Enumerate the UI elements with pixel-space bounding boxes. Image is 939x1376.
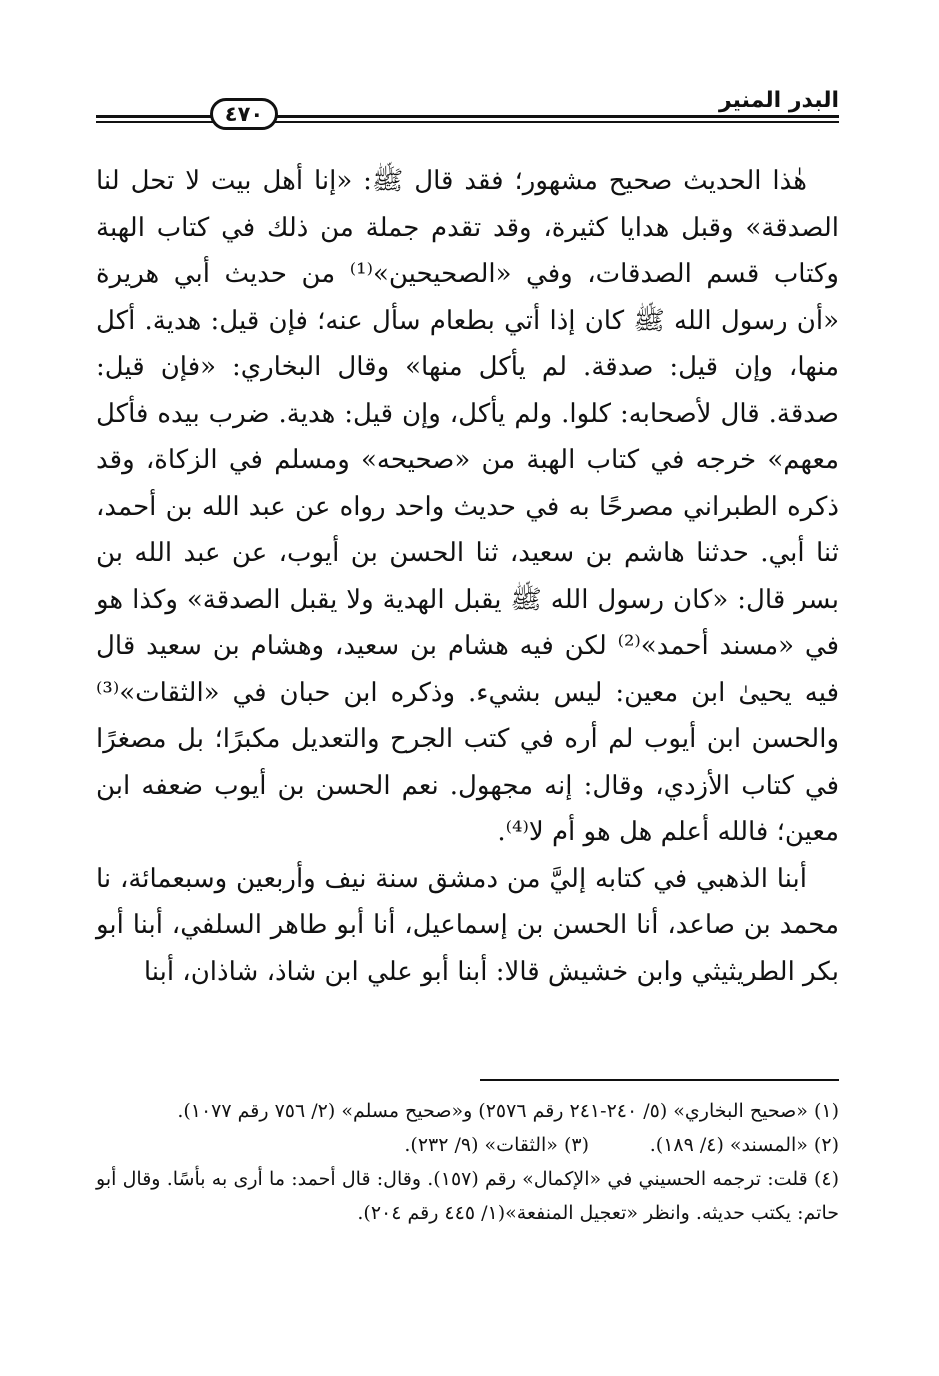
footnote-2: (٢) «المسند» (٤/ ١٨٩). [649,1134,839,1156]
footnote-3: (٣) «الثقات» (٩/ ٢٣٢). [404,1134,589,1156]
footnote-4: (٤) قلت: ترجمه الحسيني في «الإكمال» رقم (١٥٧). وقال: قال أحمد: ما أرى به بأسًا. وقال أبو حاتم: يكتب حديثه. وانظر «تعجيل المنفعة»(١/ ٤٤٥ رقم ٢٠٤). [96,1168,839,1224]
footnote-row-2-3 [96,1128,839,1162]
page-header [96,84,839,140]
running-title: البدر المنير [718,88,839,113]
footnote-1: (١) «صحيح البخاري» (٥/ ٢٤٠-٢٤١ رقم ٢٥٧٦) و«صحيح مسلم» (٢/ ٧٥٦ رقم ١٠٧٧). [177,1100,839,1122]
footnotes [96,1094,839,1230]
header-rule-thick [96,115,839,118]
main-text [96,158,839,995]
paragraph-1: هٰذا الحديث صحيح مشهور؛ فقد قال ﷺ: «إنا أهل بيت لا تحل لنا الصدقة» وقبل هدايا كثيرة، وقد تقدم جملة من ذلك في كتاب الهبة وكتاب قسم الصدقات، وفي «الصحيحين»⁽¹⁾ من حديث أبي هريرة «أن رسول الله ﷺ كان إذا أتي بطعام سأل عنه؛ فإن قيل: هدية. أكل منها، وإن قيل: صدقة. لم يأكل منها» وقال البخاري: «فإن قيل: صدقة. قال لأصحابه: كلوا. ولم يأكل، وإن قيل: هدية. ضرب بيده فأكل معهم» خرجه في كتاب الهبة من «صحيحه» ومسلم في الزكاة، وقد ذكره الطبراني مصرحًا به في حديث واحد رواه عن عبد الله بن أحمد، ثنا أبي. حدثنا هاشم بن سعيد، ثنا الحسن بن أيوب، عن عبد الله بن بسر قال: «كان رسول الله ﷺ يقبل الهدية ولا يقبل الصدقة» وكذا هو في «مسند أحمد»⁽²⁾ لكن فيه هشام بن سعيد، وهشام بن سعيد قال فيه يحيىٰ ابن معين: ليس بشيء. وذكره ابن حبان في «الثقات»⁽³⁾ والحسن ابن أيوب لم أره في كتب الجرح والتعديل مكبرًا؛ بل مصغرًا في كتاب الأزدي، وقال: إنه مجهول. نعم الحسن بن أيوب ضعفه ابن معين؛ فالله أعلم هل هو أم لا⁽⁴⁾. [96,166,839,847]
page-number: ٤٧٠ [210,98,278,130]
header-rule-thin [96,121,839,123]
paragraph-2: أبنا الذهبي في كتابه إليَّ من دمشق سنة نيف وأربعين وسبعمائة، نا محمد بن صاعد، أنا الحسن بن إسماعيل، أنا أبو طاهر السلفي، أبنا أبو بكر الطريثيثي وابن خشيش قالا: أبنا أبو علي ابن شاذ، شاذان، أبنا [96,863,839,987]
footnote-separator [480,1079,839,1081]
